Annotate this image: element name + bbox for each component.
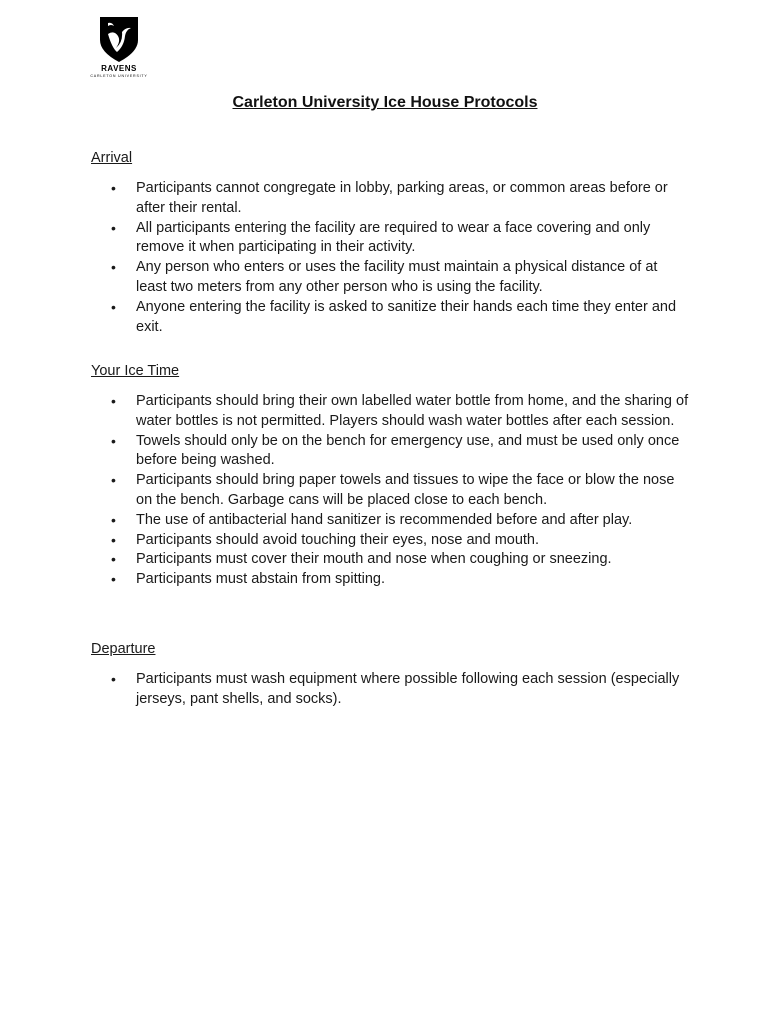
bullet-icon: •: [111, 511, 116, 528]
bullet-icon: •: [111, 472, 116, 489]
logo-subline: CARLETON UNIVERSITY: [90, 74, 148, 78]
list-item: [91, 570, 691, 590]
list-item: [91, 531, 691, 551]
list-item-text: Anyone entering the facility is asked to sanitize their hands each time they enter and exit.: [136, 298, 677, 335]
list-item: [91, 219, 691, 259]
list-item-text: Any person who enters or uses the facility must maintain a physical distance of at least two meters from any other person who is using the facility.: [136, 259, 658, 295]
list-item-text: Towels should only be on the bench for emergency use, and must be used only once before being washed.: [136, 432, 680, 469]
bullet-icon: •: [111, 298, 116, 315]
bullet-icon: •: [111, 671, 116, 687]
list-item-text: Participants must cover their mouth and nose when coughing or sneezing.: [136, 551, 612, 568]
list-item: [91, 258, 691, 298]
list-item-text: Participants cannot congregate in lobby, parking areas, or common areas before or after their rental.: [136, 180, 668, 216]
list-item-text: All participants entering the facility are required to wear a face covering and only remove it when participating in their activity.: [136, 219, 651, 256]
list-item: [91, 432, 691, 472]
list-item-text: The use of antibacterial hand sanitizer is recommended before and after play.: [136, 511, 633, 528]
list-item-text: Participants should bring paper towels and tissues to wipe the face or blow the nose on the bench. Garbage cans will be placed close to each bench.: [136, 472, 675, 508]
bullet-list: [91, 670, 691, 710]
list-item: [91, 179, 691, 219]
section-heading: Your Ice Time: [91, 363, 180, 379]
list-item-text: Participants should avoid touching their eyes, nose and mouth.: [136, 531, 540, 548]
list-item: [91, 471, 691, 511]
list-item-text: Participants should bring their own labelled water bottle from home, and the sharing of water bottles is not permitted. Players should wash water bottles after each session.: [136, 393, 689, 429]
bullet-icon: •: [111, 219, 116, 236]
logo-wordmark: RAVENS: [101, 64, 137, 73]
bullet-icon: •: [111, 393, 116, 409]
list-item: [91, 511, 691, 531]
list-item-text: Participants must wash equipment where possible following each session (especially jerseys, pant shells, and socks).: [136, 671, 680, 707]
list-item: [91, 392, 691, 432]
section-departure: [91, 640, 691, 710]
bullet-icon: •: [111, 259, 116, 276]
shield-icon: [88, 14, 150, 64]
list-item: [91, 670, 691, 710]
list-item-text: Participants must abstain from spitting.: [136, 571, 386, 588]
bullet-icon: •: [111, 571, 116, 588]
list-item: [91, 550, 691, 570]
bullet-icon: •: [111, 551, 116, 568]
bullet-icon: •: [111, 432, 116, 449]
section-your-ice-time: [91, 362, 691, 590]
ravens-logo: [88, 14, 150, 80]
bullet-list: [91, 392, 691, 590]
section-heading: Departure: [91, 641, 156, 657]
document-title: Carleton University Ice House Protocols: [232, 94, 538, 111]
bullet-list: [91, 179, 691, 337]
bullet-icon: •: [111, 180, 116, 196]
list-item: [91, 298, 691, 338]
section-arrival: [91, 149, 691, 337]
section-heading: Arrival: [91, 150, 133, 166]
bullet-icon: •: [111, 531, 116, 548]
